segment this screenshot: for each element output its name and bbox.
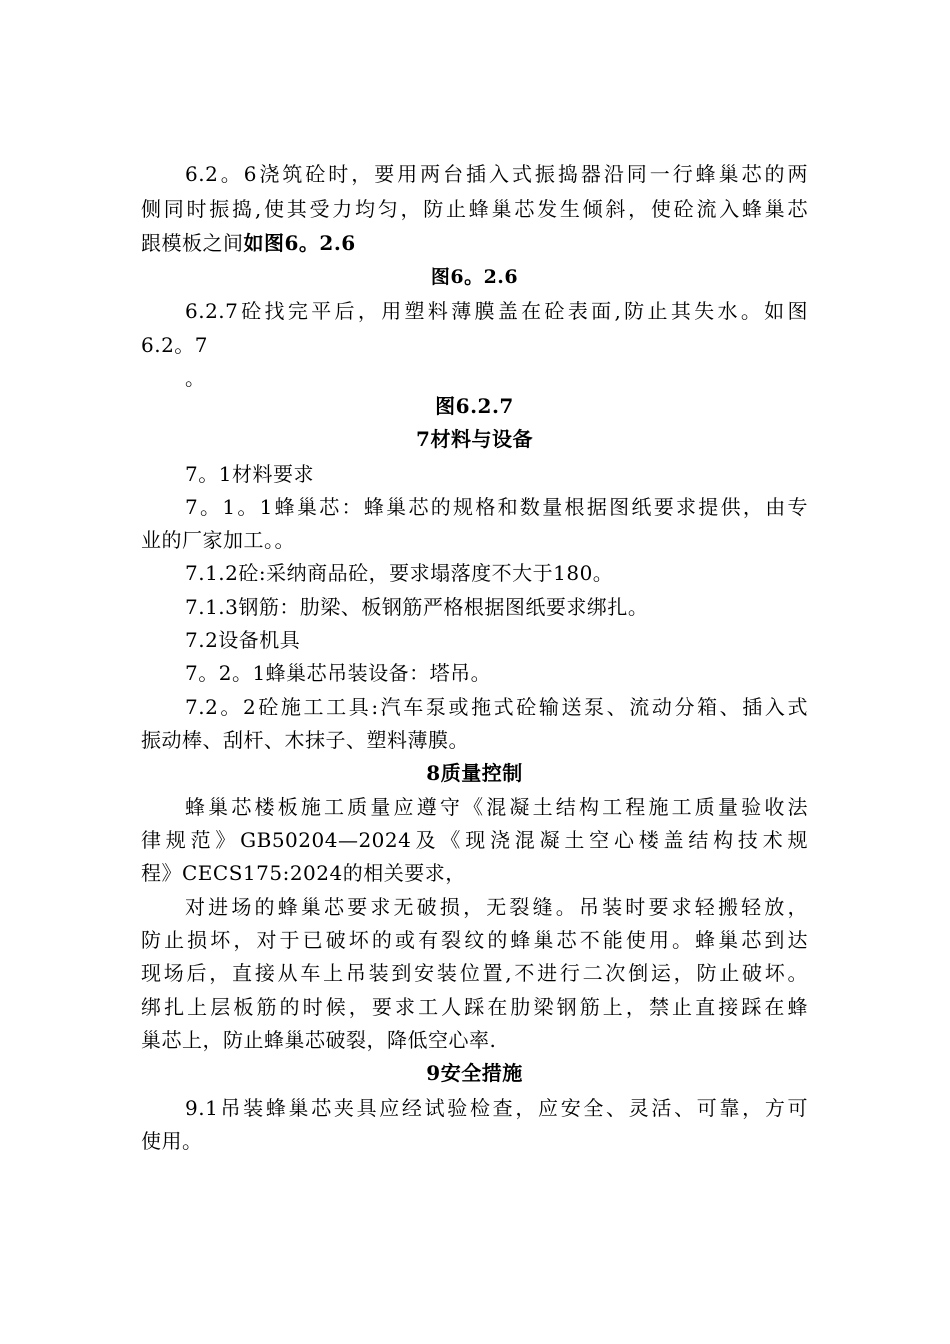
subsection-title-7-1: 7。1材料要求 bbox=[185, 462, 314, 486]
quality-paragraph-2-line-5: 巢芯上，防止蜂巢芯破裂，降低空心率. bbox=[141, 1028, 497, 1052]
section-heading-8: 8质量控制 bbox=[426, 761, 523, 785]
figure-caption-6-2-7: 图6.2.7 bbox=[435, 394, 514, 418]
paragraph-6-2-6-line-3 bbox=[141, 226, 356, 260]
subsection-title-7-2: 7.2设备机具 bbox=[185, 628, 301, 652]
item-7-1-2: 7.1.2砼:采纳商品砼，要求塌落度不大于180。 bbox=[185, 561, 614, 585]
item-9-1-line-1: 9.1吊装蜂巢芯夹具应经试验检查，应安全、灵活、可靠，方可 bbox=[185, 1096, 808, 1120]
paragraph-6-2-7-line-1: 6.2.7砼找完平后，用塑料薄膜盖在砼表面,防止其失水。如图 bbox=[185, 299, 808, 323]
paragraph-6-2-6-line-1: 6.2。6浇筑砼时，要用两台插入式振捣器沿同一行蜂巢芯的两 bbox=[185, 162, 808, 186]
quality-paragraph-2-line-4: 绑扎上层板筋的时候，要求工人踩在肋梁钢筋上，禁止直接踩在蜂 bbox=[141, 995, 808, 1019]
item-7-1-1-line-1: 7。1。1蜂巢芯：蜂巢芯的规格和数量根据图纸要求提供，由专 bbox=[185, 495, 808, 519]
paragraph-6-2-6-text: 跟模板之间 bbox=[141, 231, 244, 255]
quality-paragraph-1-line-1: 蜂巢芯楼板施工质量应遵守《混凝土结构工程施工质量验收法 bbox=[185, 795, 808, 819]
section-heading-9: 9安全措施 bbox=[426, 1061, 523, 1085]
quality-paragraph-1-line-2: 律规范》GB50204—2024及《现浇混凝土空心楼盖结构技术规 bbox=[141, 828, 808, 852]
item-7-2-2-line-1: 7.2。2砼施工工具:汽车泵或拖式砼输送泵、流动分箱、插入式 bbox=[185, 695, 808, 719]
paragraph-6-2-7-line-3: 。 bbox=[185, 366, 206, 390]
quality-paragraph-1-line-3: 程》CECS175:2024的相关要求， bbox=[141, 861, 466, 885]
item-9-1-line-2: 使用。 bbox=[141, 1129, 203, 1153]
item-7-2-2-line-2: 振动棒、刮杆、木抹子、塑料薄膜。 bbox=[141, 728, 469, 752]
quality-paragraph-2-line-2: 防止损坏，对于已破坏的或有裂纹的蜂巢芯不能使用。蜂巢芯到达 bbox=[141, 928, 808, 952]
figure-caption-6-2-6: 图6。2.6 bbox=[430, 266, 519, 288]
quality-paragraph-2-line-3: 现场后，直接从车上吊装到安装位置,不进行二次倒运，防止破坏。 bbox=[141, 961, 808, 985]
item-7-1-3: 7.1.3钢筋：肋梁、板钢筋严格根据图纸要求绑扎。 bbox=[185, 595, 649, 619]
item-7-2-1: 7。2。1蜂巢芯吊装设备：塔吊。 bbox=[185, 661, 492, 685]
item-7-1-1-line-2: 业的厂家加工。。 bbox=[141, 528, 295, 552]
section-heading-7: 7材料与设备 bbox=[416, 427, 533, 451]
figure-reference-6-2-6: 如图6。2.6 bbox=[243, 231, 356, 255]
paragraph-6-2-7-line-2: 6.2。7 bbox=[141, 333, 209, 357]
paragraph-6-2-6-line-2: 侧同时振捣,使其受力均匀，防止蜂巢芯发生倾斜，使砼流入蜂巢芯 bbox=[141, 197, 808, 221]
quality-paragraph-2-line-1: 对进场的蜂巢芯要求无破损，无裂缝。吊装时要求轻搬轻放， bbox=[185, 895, 808, 919]
